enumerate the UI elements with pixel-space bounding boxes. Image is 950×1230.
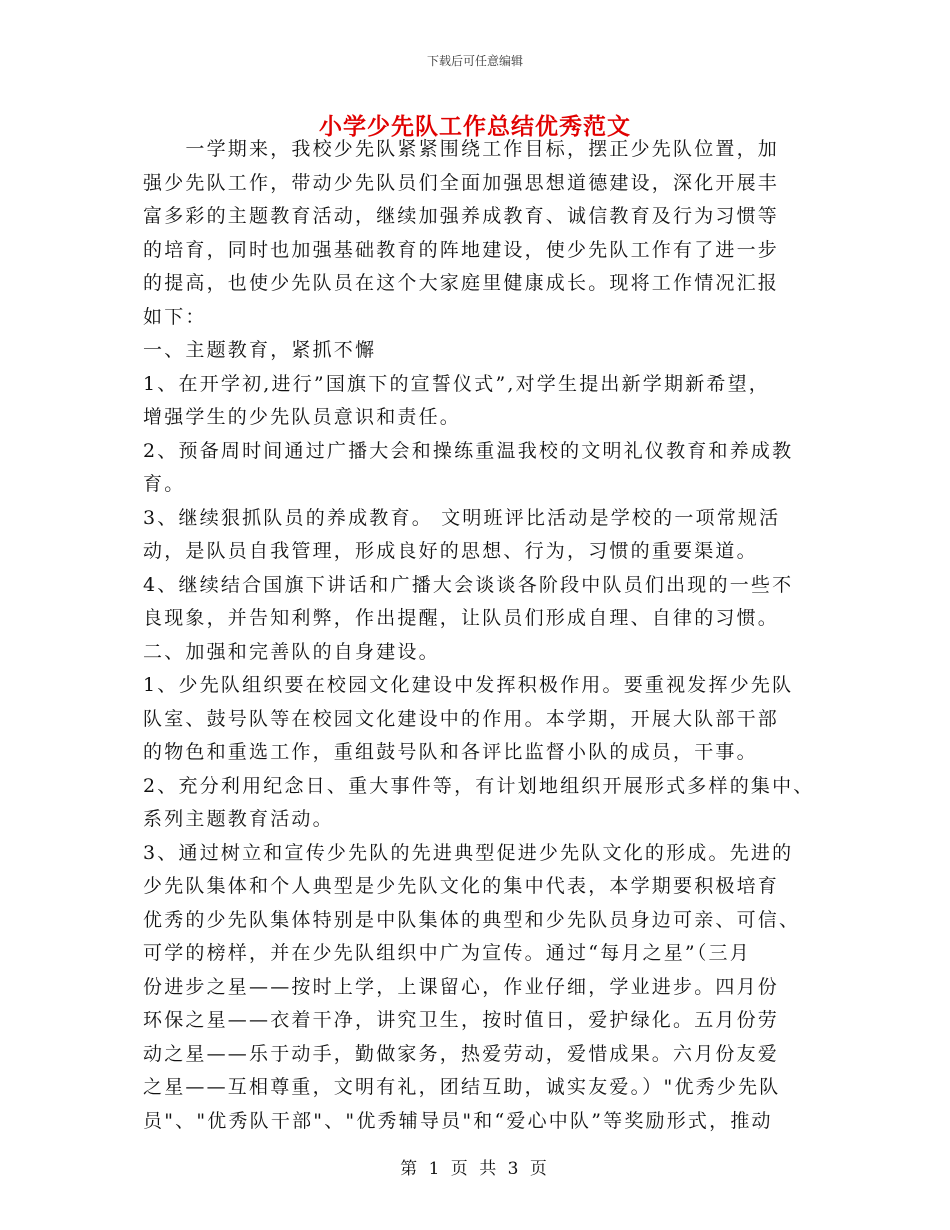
body-line: 1、在开学初,进行”国旗下的宣誓仪式”,对学生提出新学期新希望， (143, 372, 770, 395)
body-line: 如下： (143, 305, 207, 328)
body-line: 员"、"优秀队干部"、"优秀辅导员"和“爱心中队”等奖励形式，推动 (143, 1109, 773, 1132)
body-line: 环保之星——衣着干净，讲究卫生，按时值日，爱护绿化。五月份劳 (143, 1009, 780, 1031)
body-line: 少先队集体和个人典型是少先队文化的集中代表，本学期要积极培育 (143, 875, 780, 897)
section-heading: 一、主题教育，紧抓不懈 (143, 339, 377, 361)
body-line: 增强学生的少先队员意识和责任。 (143, 406, 462, 428)
body-line: 的提高，也使少先队员在这个大家庭里健康成长。现将工作情况汇报 (143, 272, 780, 294)
section-heading: 二、加强和完善队的自身建设。 (143, 640, 440, 663)
document-body (143, 133, 815, 1138)
body-line: 系列主题教育活动。 (143, 808, 334, 830)
body-line: 3、继续狠抓队员的养成教育。 文明班评比活动是学校的一项常规活 (143, 506, 781, 529)
body-line: 之星——互相尊重，文明有礼，团结互助，诚实友爱。）"优秀少先队 (143, 1076, 781, 1098)
body-line: 的培育，同时也加强基础教育的阵地建设，使少先队工作有了进一步 (143, 238, 780, 261)
body-line: 队室、鼓号队等在校园文化建设中的作用。本学期，开展大队部干部 (143, 707, 780, 730)
body-line: 良现象，并告知利弊，作出提醒，让队员们形成自理、自律的习惯。 (143, 607, 780, 629)
body-line: 一学期来，我校少先队紧紧围绕工作目标，摆正少先队位置，加 (143, 138, 780, 160)
page-header-note: 下载后可任意编辑 (426, 54, 523, 68)
body-line: 1、少先队组织要在校园文化建设中发挥积极作用。要重视发挥少先队 (143, 674, 794, 696)
body-line: 育。 (143, 473, 186, 495)
page-number-footer: 第 1 页 共 3 页 (400, 1159, 550, 1179)
body-line: 2、充分利用纪念日、重大事件等，有计划地组织开展形式多样的集中、 (143, 774, 815, 797)
body-line: 的物色和重选工作，重组鼓号队和各评比监督小队的成员，干事。 (143, 741, 758, 763)
body-line: 强少先队工作，带动少先队员们全面加强思想道德建设，深化开展丰 (143, 171, 780, 194)
body-line: 份进步之星——按时上学，上课留心，作业仔细，学业进步。四月份 (143, 975, 780, 998)
body-line: 优秀的少先队集体特别是中队集体的典型和少先队员身边可亲、可信、 (143, 908, 801, 931)
document-title: 小学少先队工作总结优秀范文 (319, 113, 631, 140)
body-line: 动之星——乐于动手，勤做家务，热爱劳动，爱惜成果。六月份友爱 (143, 1042, 780, 1065)
body-line: 富多彩的主题教育活动，继续加强养成教育、诚信教育及行为习惯等 (143, 205, 780, 227)
body-line: 动，是队员自我管理，形成良好的思想、行为，习惯的重要渠道。 (143, 540, 758, 562)
body-line: 可学的榜样，并在少先队组织中广为宣传。通过“每月之星”（三月 (143, 942, 751, 964)
body-line: 3、通过树立和宣传少先队的先进典型促进少先队文化的形成。先进的 (143, 841, 794, 864)
body-line: 2、预备周时间通过广播大会和操练重温我校的文明礼仪教育和养成教 (143, 439, 794, 462)
body-line: 4、继续结合国旗下讲话和广播大会谈谈各阶段中队员们出现的一些不 (143, 573, 794, 596)
